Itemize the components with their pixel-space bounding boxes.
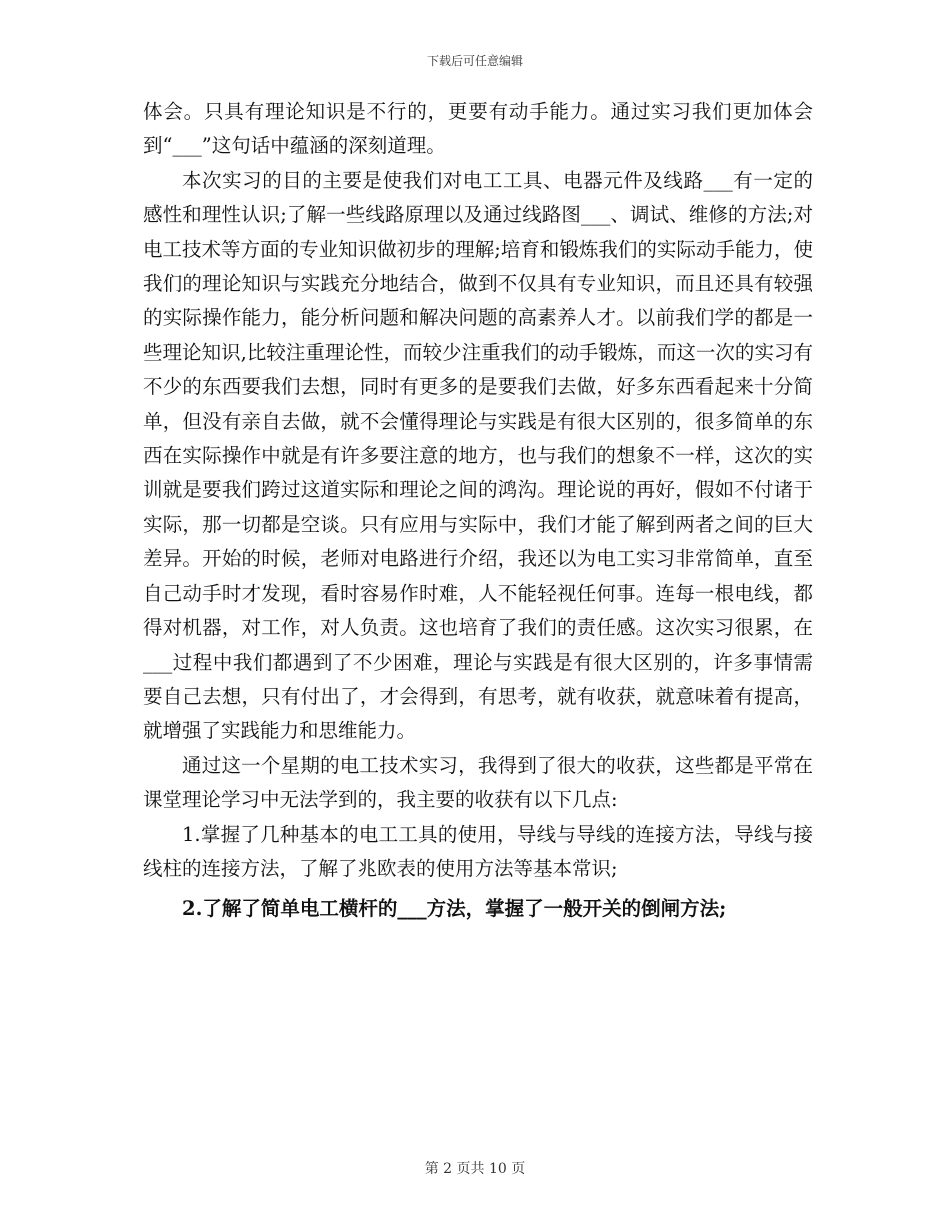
page-footer: 第 2 页共 10 页	[424, 1161, 526, 1177]
page-header: 下载后可任意编辑	[426, 54, 523, 68]
list-item-1: 1.掌握了几种基本的电工工具的使用，导线与导线的连接方法，导线与接线柱的连接方法，了解了兆欧表的使用方法等基本常识;	[143, 822, 813, 880]
paragraph-3: 通过这一个星期的电工技术实习，我得到了很大的收获，这些都是平常在课堂理论学习中无法学到的，我主要的收获有以下几点:	[143, 753, 813, 812]
list-item-2: 2.了解了简单电工横杆的___方法，掌握了一般开关的倒闸方法;	[182, 897, 727, 921]
document-body	[143, 95, 813, 927]
paragraph-2: 本次实习的目的主要是使我们对电工工具、电器元件及线路___有一定的感性和理性认识;了解一些线路原理以及通过线路图___、调试、维修的方法;对电工技术等方面的专业知识做初步的理解;培育和锻炼我们的实际动手能力，使我们的理论知识与实践充分地结合，做到不仅具有专业知识，而且还具有较强的实际操作能力，能分析问题和解决问题的高素养人才。以前我们学的都是一些理论知识,比较注重理论性，而较少注重我们的动手锻炼，而这一次的实习有不少的东西要我们去想，同时有更多的是要我们去做，好多东西看起来十分简单，但没有亲自去做，就不会懂得理论与实践是有很大区别的，很多简单的东西在实际操作中就是有许多要注意的地方，也与我们的想象不一样，这次的实训就是要我们跨过这道实际和理论之间的鸿沟。理论说的再好，假如不付诸于实际，那一切都是空谈。只有应用与实际中，我们才能了解到两者之间的巨大差异。开始的时候，老师对电路进行介绍，我还以为电工实习非常简单，直至自己动手时才发现，看时容易作时难，人不能轻视任何事。连每一根电线，都得对机器，对工作，对人负责。这也培育了我们的责任感。这次实习很累，在___过程中我们都遇到了不少困难，理论与实践是有很大区别的，许多事情需要自己去想，只有付出了，才会得到，有思考，就有收获，就意味着有提高，就增强了实践能力和思维能力。	[143, 168, 813, 743]
paragraph-1: 体会。只具有理论知识是不行的，更要有动手能力。通过实习我们更加体会到“___”这句话中蕴涵的深刻道理。	[143, 100, 813, 158]
